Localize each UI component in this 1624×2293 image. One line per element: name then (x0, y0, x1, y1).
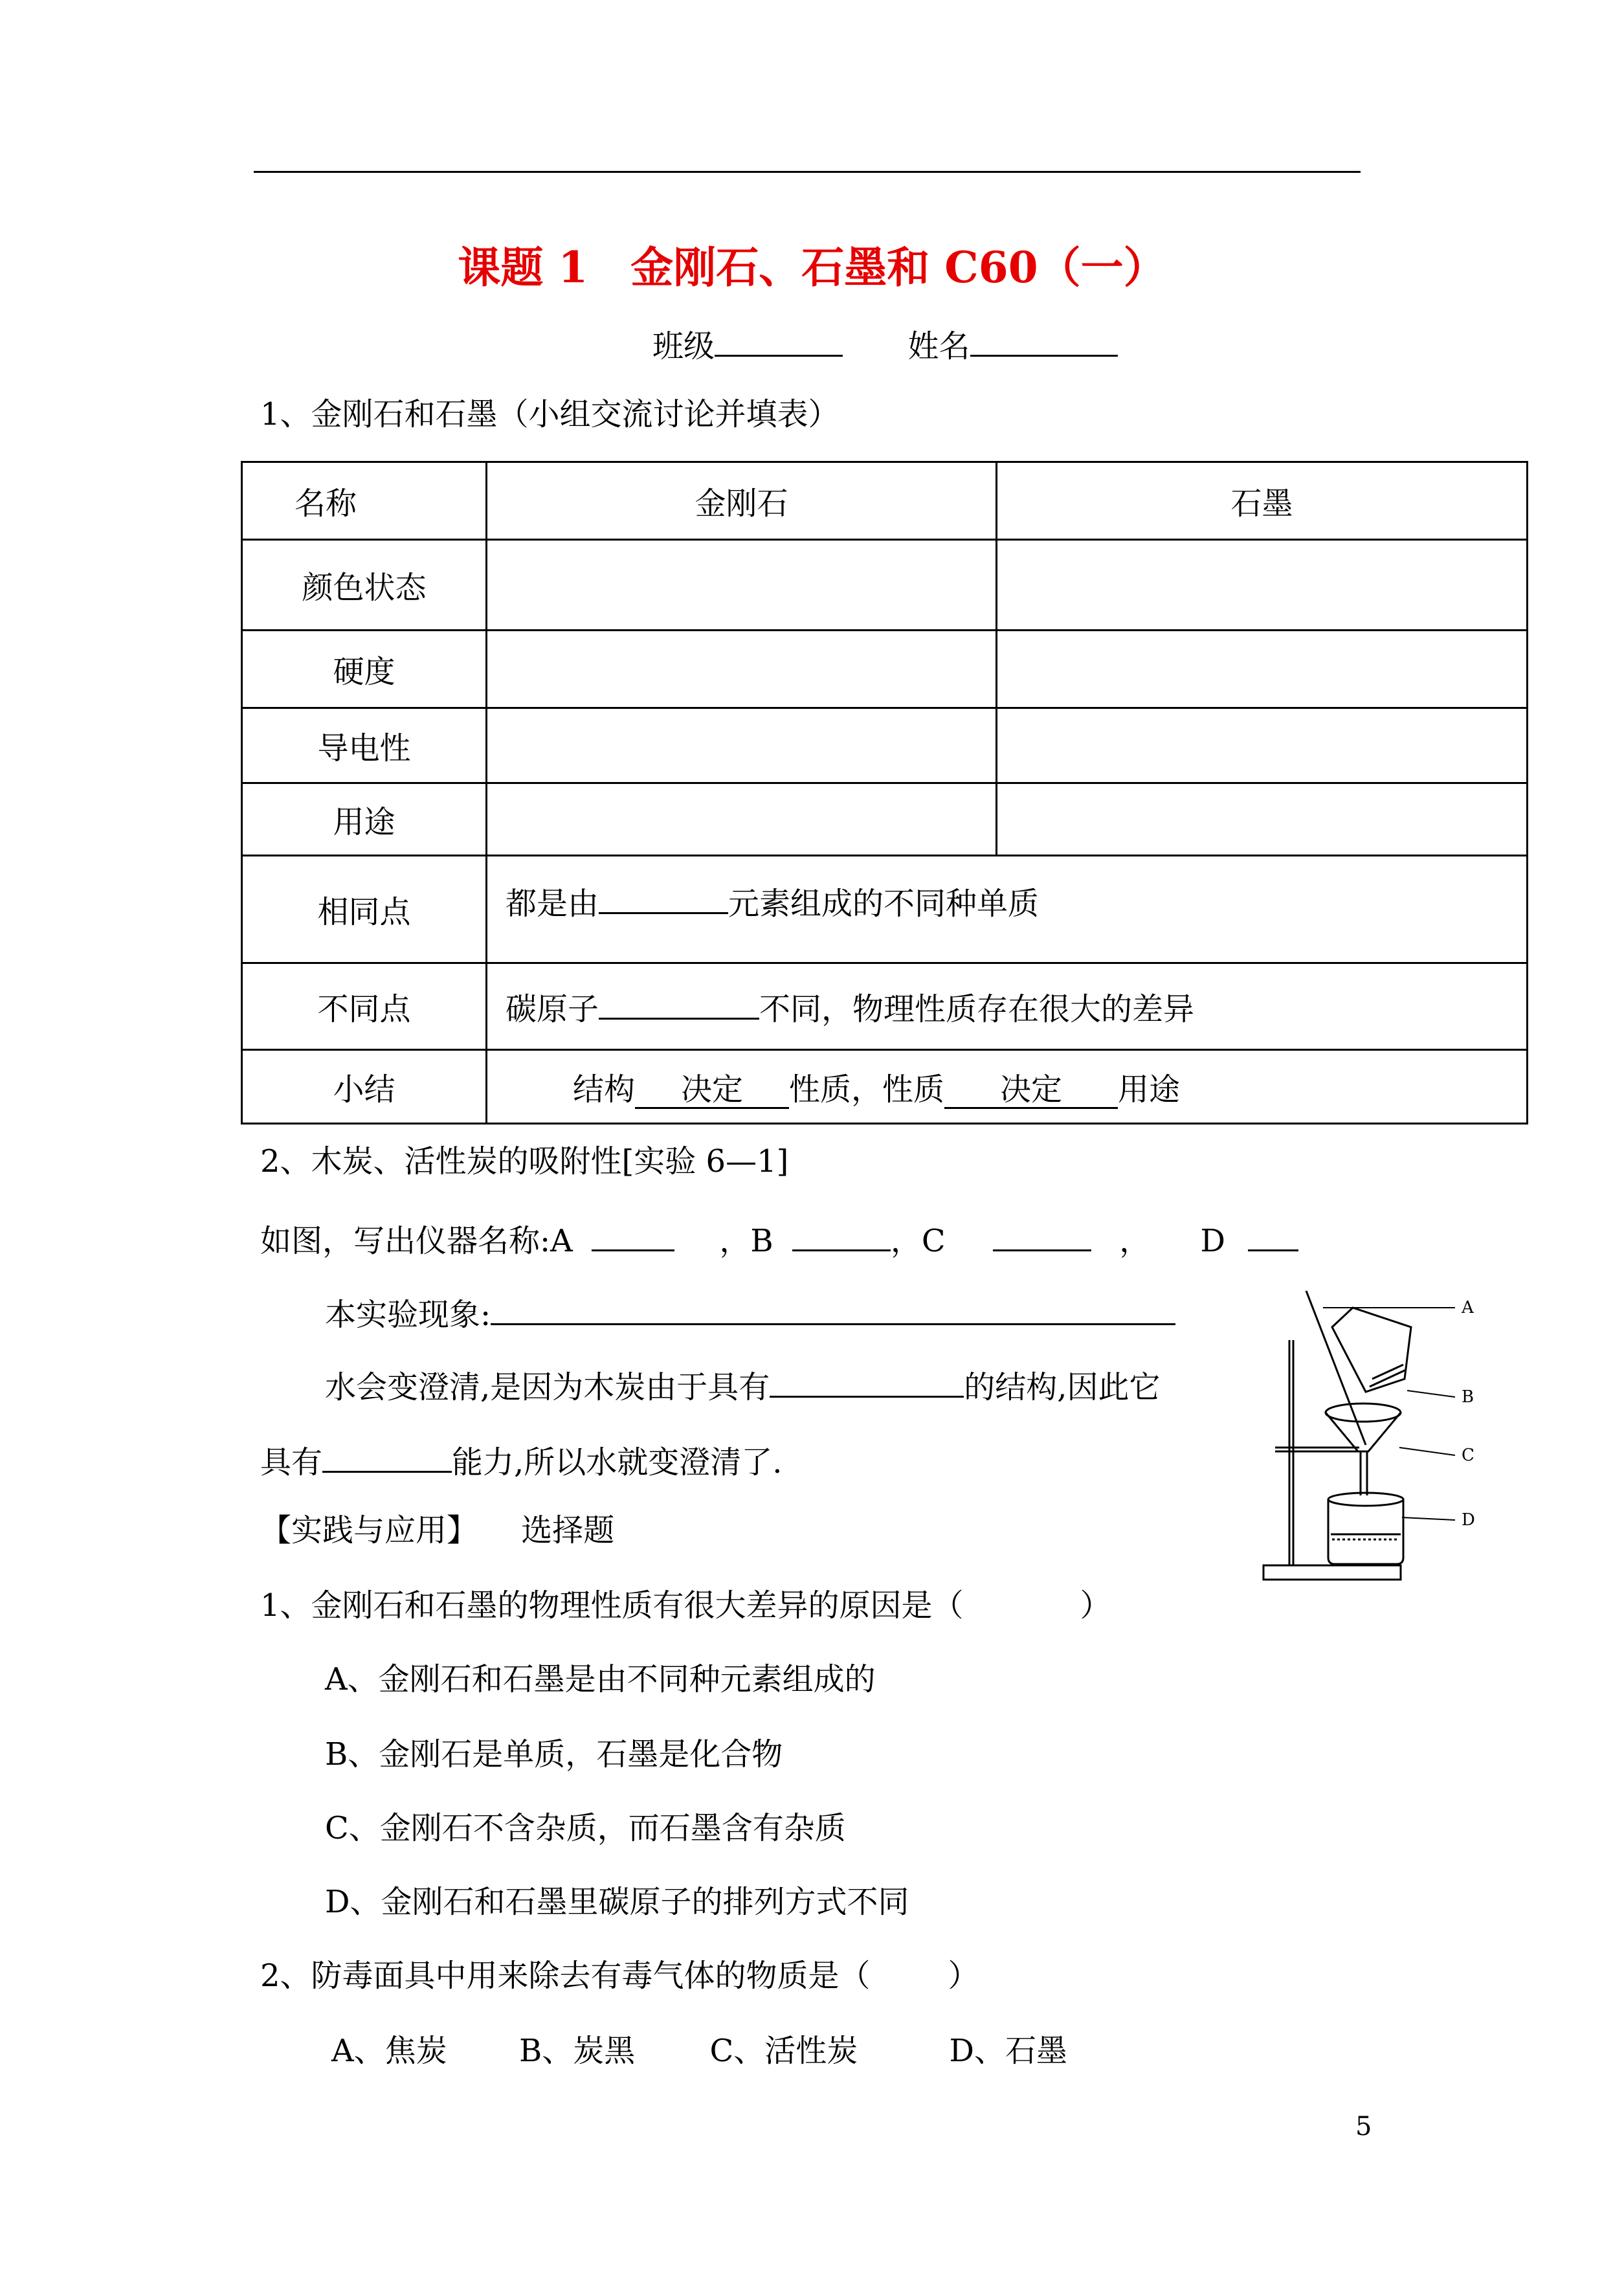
question-2-stem: 2、防毒面具中用来除去有毒气体的物质是（ ） (260, 1958, 979, 1994)
graphite-cell[interactable] (997, 783, 1528, 856)
graphite-cell[interactable] (997, 540, 1528, 631)
figure-label-a: A (1462, 1298, 1474, 1317)
row-label: 颜色状态 (242, 540, 487, 631)
figure-label-d: D (1462, 1510, 1475, 1530)
row-label: 相同点 (242, 856, 487, 963)
diamond-cell[interactable] (487, 708, 997, 783)
explain-line-1: 水会变澄清,是因为木炭由于具有 的结构,因此它 (325, 1366, 1161, 1403)
funnel (1326, 1404, 1401, 1422)
student-info (652, 325, 1118, 362)
q1-option-a[interactable]: A、金刚石和石墨是由不同种元素组成的 (325, 1661, 876, 1697)
table-row (242, 708, 1528, 783)
table-header-row (242, 462, 1528, 540)
filtration-apparatus-figure (1256, 1282, 1495, 1586)
summary-cell: 结构 决定 性质，性质 决定 用途 (487, 1050, 1528, 1124)
section2-heading: 2、木炭、活性炭的吸附性[实验 6—1] (260, 1143, 789, 1180)
row-label: 小结 (242, 1050, 487, 1124)
pouring-beaker (1332, 1308, 1411, 1392)
diamond-cell[interactable] (487, 540, 997, 631)
figure-label-b: B (1462, 1387, 1474, 1407)
diamond-cell[interactable] (487, 631, 997, 708)
question-1-stem: 1、金刚石和石墨的物理性质有很大差异的原因是（ ） (260, 1587, 1111, 1624)
class-blank[interactable] (715, 325, 843, 357)
instrument-a-blank[interactable] (592, 1220, 674, 1251)
row-label: 用途 (242, 783, 487, 856)
arrangement-blank[interactable] (599, 988, 759, 1020)
practice-heading-line (260, 1512, 615, 1549)
table-row-diff (242, 963, 1528, 1050)
instrument-d-blank[interactable] (1248, 1220, 1298, 1251)
table-row-same (242, 856, 1528, 963)
q1-option-b[interactable]: B、金刚石是单质，石墨是化合物 (325, 1736, 783, 1773)
q2-option-b[interactable]: B、炭黑 (518, 2033, 636, 2069)
name-blank[interactable] (970, 325, 1118, 357)
practice-heading: 【实践与应用】 (260, 1512, 478, 1549)
explain-line-2: 具有 能力,所以水就变澄清了. (260, 1441, 783, 1478)
table-row (242, 783, 1528, 856)
figure-label-c: C (1462, 1446, 1474, 1465)
table-row (242, 631, 1528, 708)
same-cell: 都是由 元素组成的不同种单质 (487, 856, 1528, 963)
comparison-table (241, 461, 1528, 1124)
ability-blank[interactable] (322, 1441, 452, 1473)
page-title: 课题 1 金刚石、石墨和 C60（一） (458, 242, 1166, 293)
q2-option-d[interactable]: D、石墨 (949, 2033, 1067, 2069)
row-label: 导电性 (242, 708, 487, 783)
graphite-cell[interactable] (997, 631, 1528, 708)
row-label: 不同点 (242, 963, 487, 1050)
row-label: 硬度 (242, 631, 487, 708)
q2-option-c[interactable]: C、活性炭 (709, 2033, 858, 2069)
element-blank[interactable] (599, 882, 728, 914)
graphite-cell[interactable] (997, 708, 1528, 783)
q2-options (331, 2033, 1067, 2069)
q2-option-a[interactable]: A、焦炭 (331, 2033, 447, 2069)
name-label: 姓名 (907, 328, 970, 364)
receiving-beaker (1328, 1499, 1403, 1564)
header-rule (254, 171, 1361, 173)
header-cell-diamond: 金刚石 (487, 462, 997, 540)
header-cell-graphite: 石墨 (997, 462, 1528, 540)
q1-option-d[interactable]: D、金刚石和石墨里碳原子的排列方式不同 (325, 1884, 909, 1920)
page-number: 5 (1355, 2112, 1372, 2142)
instrument-b-blank[interactable] (792, 1220, 891, 1251)
q1-option-c[interactable]: C、金刚石不含杂质，而石墨含有杂质 (325, 1810, 846, 1846)
phenomenon-line: 本实验现象: (325, 1293, 1175, 1330)
table-row (242, 540, 1528, 631)
instrument-c-blank[interactable] (993, 1220, 1091, 1251)
diamond-cell[interactable] (487, 783, 997, 856)
section1-heading: 1、金刚石和石墨（小组交流讨论并填表） (260, 396, 840, 432)
phenomenon-blank[interactable] (491, 1293, 1175, 1325)
stand-base (1263, 1565, 1401, 1580)
practice-type: 选择题 (521, 1512, 615, 1549)
header-cell-name: 名称 (242, 462, 487, 540)
instrument-line: 如图，写出仪器名称:A ，B ，C ， D (260, 1220, 1298, 1257)
class-label: 班级 (652, 328, 715, 364)
diff-cell: 碳原子 不同，物理性质存在很大的差异 (487, 963, 1528, 1050)
table-row-summary (242, 1050, 1528, 1124)
structure-blank[interactable] (770, 1366, 964, 1398)
